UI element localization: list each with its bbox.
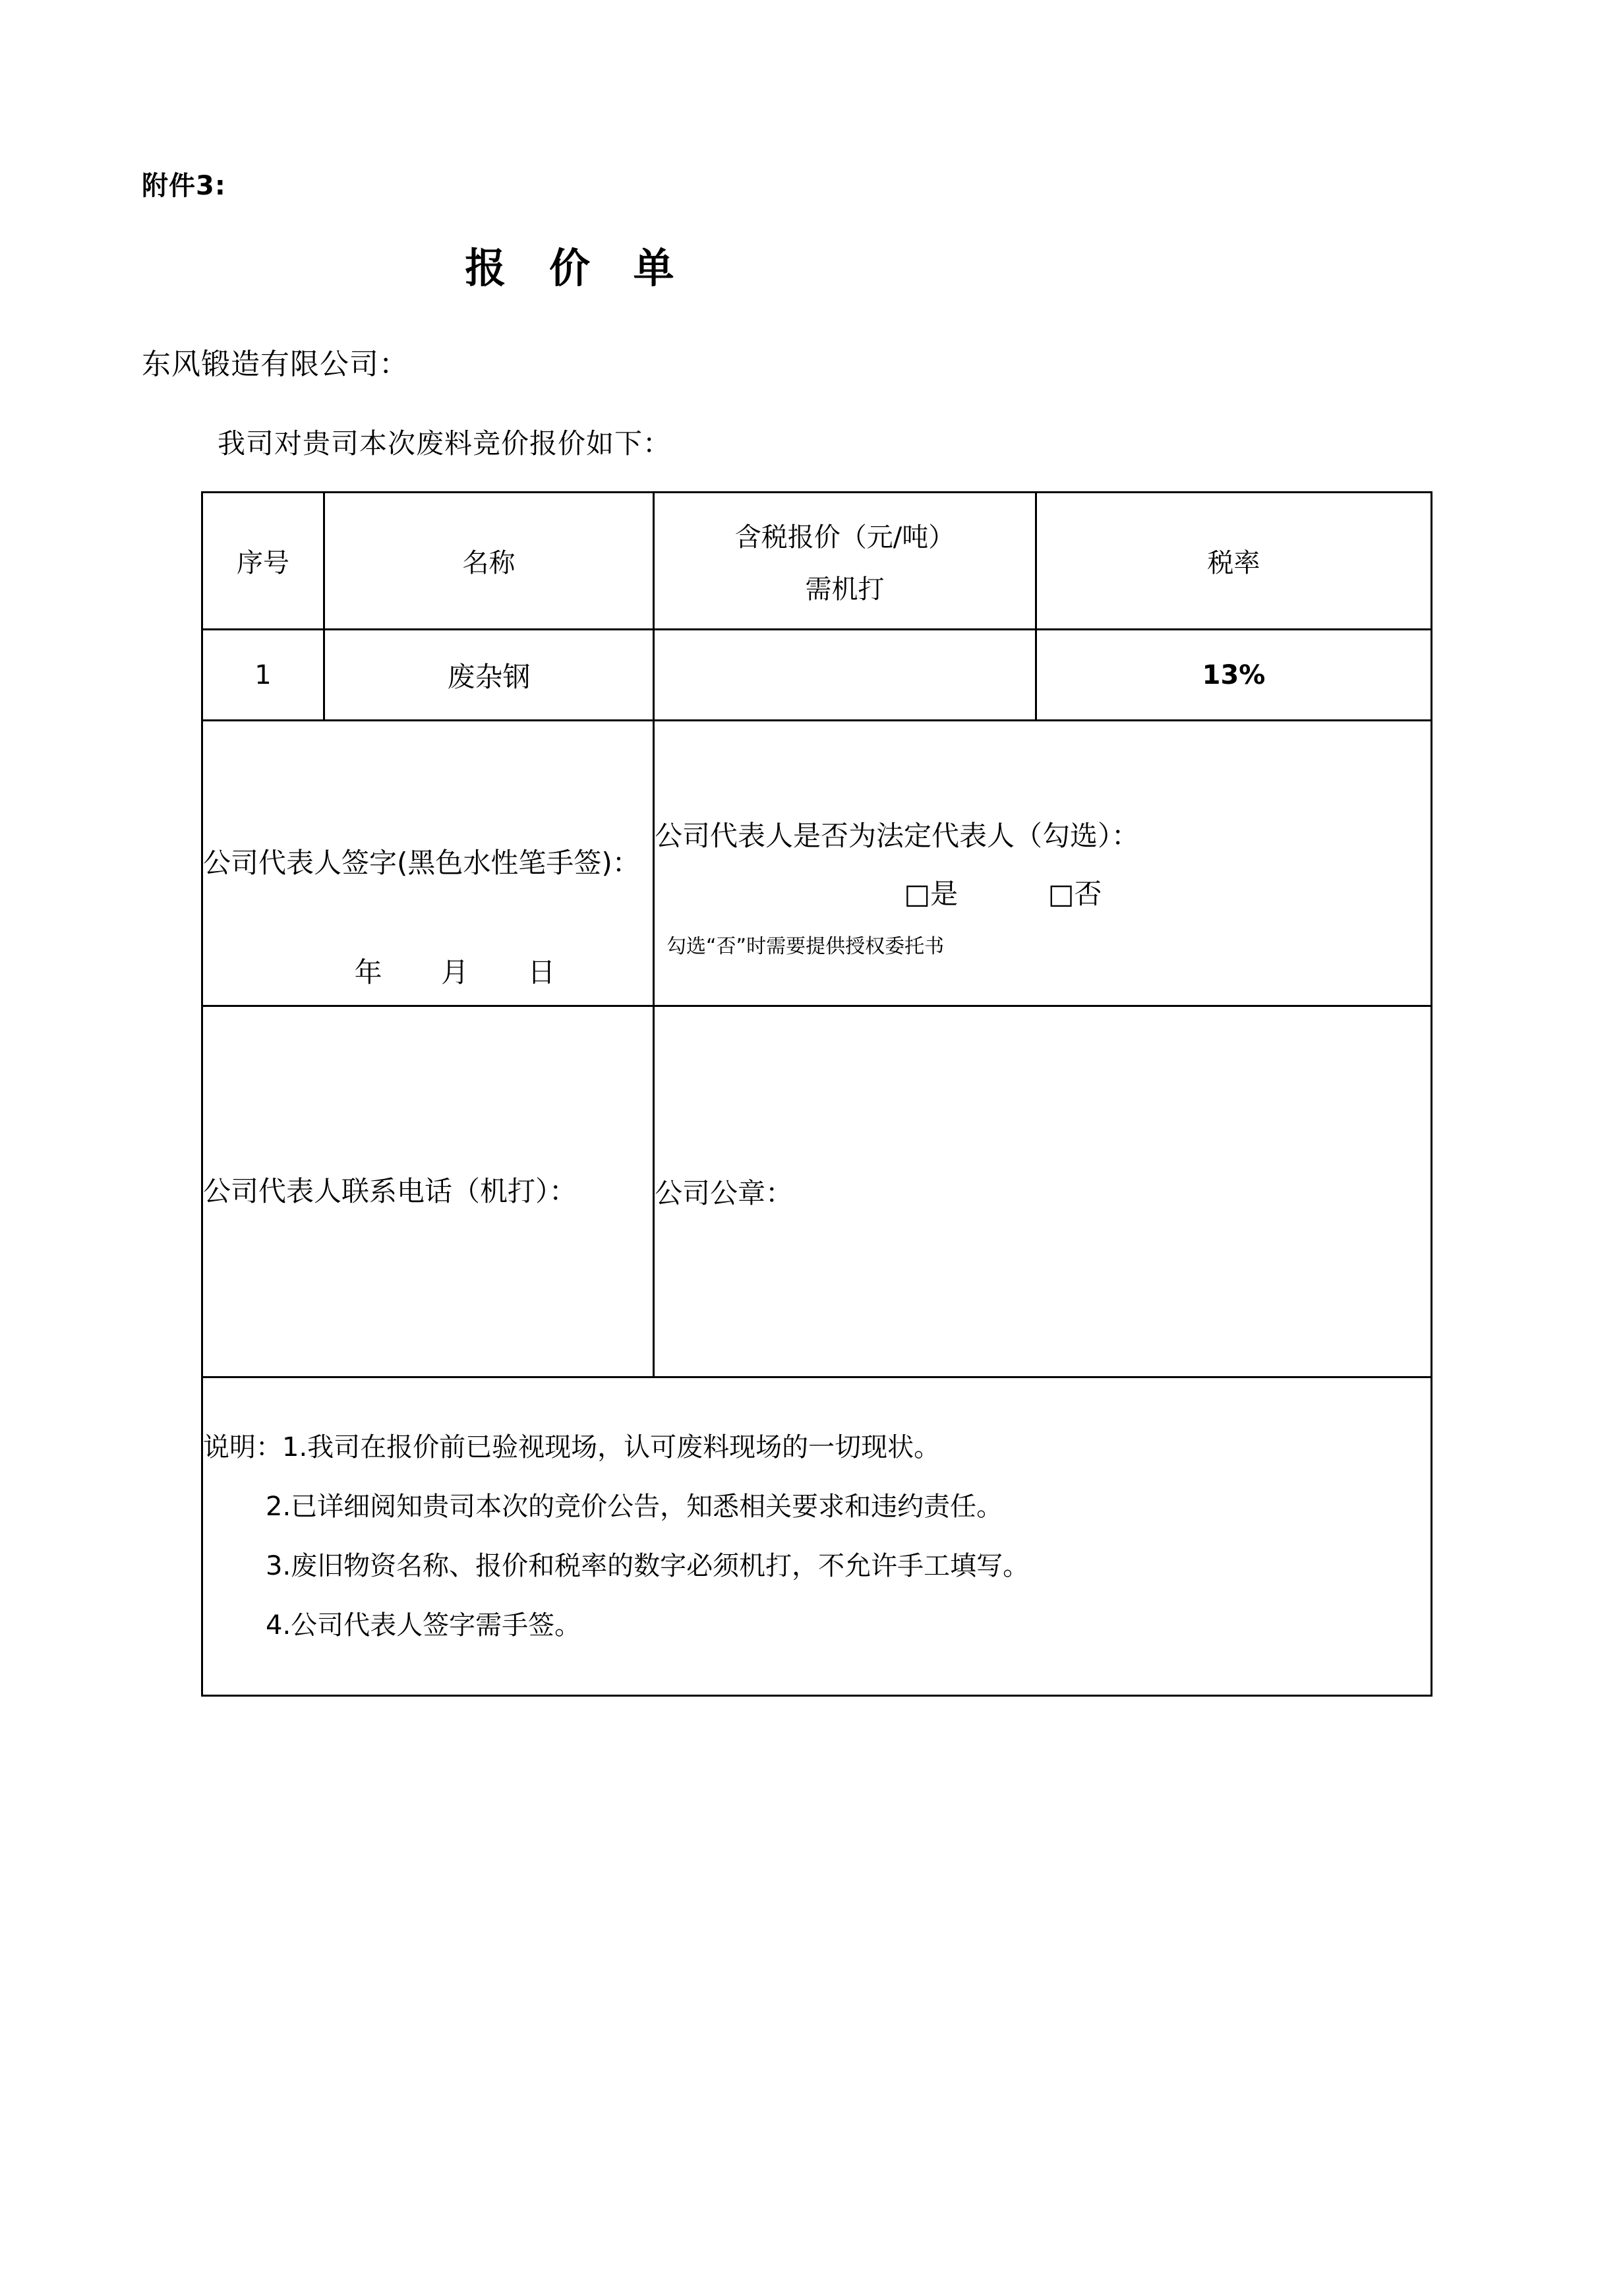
cell-price-input[interactable] bbox=[654, 630, 1036, 721]
contact-label: 公司代表人联系电话（机打）： bbox=[203, 1175, 577, 1208]
attachment-label: 附件3: bbox=[142, 171, 226, 201]
legal-rep-options bbox=[655, 872, 1431, 912]
quotation-table bbox=[201, 491, 1432, 1697]
legal-rep-cell bbox=[654, 721, 1432, 1006]
company-seal-cell[interactable] bbox=[654, 1006, 1432, 1377]
contact-cell[interactable] bbox=[202, 1006, 654, 1377]
note-item: 2.已详细阅知贵司本次的竞价公告，知悉相关要求和违约责任。 bbox=[266, 1492, 1003, 1522]
table-header-row bbox=[202, 493, 1432, 630]
header-name: 名称 bbox=[324, 493, 654, 630]
checkbox-yes[interactable]: □是 bbox=[904, 878, 959, 910]
note-item: 3.废旧物资名称、报价和税率的数字必须机打，不允许手工填写。 bbox=[266, 1551, 1030, 1581]
cell-index: 1 bbox=[202, 630, 324, 721]
header-index: 序号 bbox=[202, 493, 324, 630]
header-tax-rate: 税率 bbox=[1036, 493, 1432, 630]
cell-name: 废杂钢 bbox=[324, 630, 654, 721]
notes-cell bbox=[202, 1377, 1432, 1696]
document-content bbox=[142, 165, 1473, 1697]
note-item: 4.公司代表人签字需手签。 bbox=[266, 1610, 581, 1641]
signature-cell[interactable] bbox=[202, 721, 654, 1006]
note-item: 说明：1.我司在报价前已验视现场，认可废料现场的一切现状。 bbox=[203, 1432, 941, 1463]
signature-date-line: 年 月 日 bbox=[354, 956, 581, 988]
page-title: 报 价 单 bbox=[465, 244, 689, 292]
checkbox-no[interactable]: □否 bbox=[1048, 878, 1102, 910]
notes-row bbox=[202, 1377, 1432, 1696]
header-price bbox=[654, 493, 1036, 630]
intro-text: 我司对贵司本次废料竞价报价如下： bbox=[218, 427, 672, 460]
signature-row bbox=[202, 721, 1432, 1006]
legal-rep-question: 公司代表人是否为法定代表人（勾选）： bbox=[655, 820, 1140, 852]
cell-tax-rate: 13% bbox=[1036, 630, 1432, 721]
header-price-line2: 需机打 bbox=[805, 574, 885, 605]
table-row bbox=[202, 630, 1432, 721]
contact-row bbox=[202, 1006, 1432, 1377]
signature-label: 公司代表人签字(黑色水性笔手签)： bbox=[203, 847, 640, 880]
addressee: 东风锻造有限公司： bbox=[142, 347, 409, 381]
header-price-line1: 含税报价（元/吨） bbox=[734, 522, 955, 553]
company-seal-label: 公司公章： bbox=[655, 1177, 794, 1209]
legal-rep-note: 勾选“否”时需要提供授权委托书 bbox=[666, 935, 945, 958]
